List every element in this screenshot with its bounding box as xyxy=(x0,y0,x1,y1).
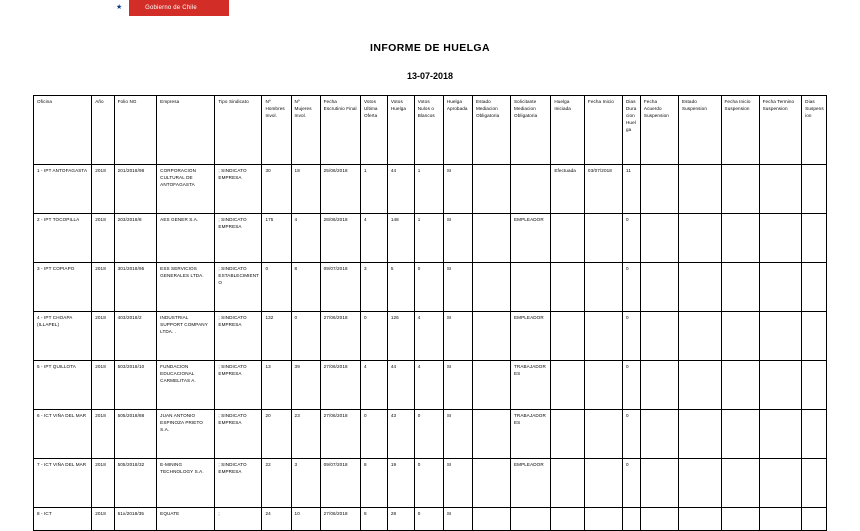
star-glyph: ★ xyxy=(116,4,123,11)
cell-votos-huelga: 148 xyxy=(387,214,414,263)
column-header-votos-nulos-blancos: Votos Nulos o Blancos xyxy=(414,96,443,165)
cell-folio: 403/2018/2 xyxy=(114,312,157,361)
cell-oficina: 6 - ICT VIÑA DEL MAR xyxy=(34,410,92,459)
cell-fecha-inicio xyxy=(584,263,622,312)
cell-fecha-termino-suspension xyxy=(759,263,802,312)
cell-mujeres: 10 xyxy=(291,508,320,531)
cell-folio: 51x/2018/35 xyxy=(114,508,157,531)
cell-dias-duracion: 0 xyxy=(623,410,641,459)
column-header-fecha-inicio: Fecha Inicio xyxy=(584,96,622,165)
cell-huelga-iniciada: Efectuada xyxy=(551,165,585,214)
cell-fecha-acuerdo-suspension xyxy=(640,508,678,531)
cell-fecha-escrutinio: 28/06/2018 xyxy=(320,214,360,263)
cell-votos-huelga: 44 xyxy=(387,165,414,214)
column-header-folio-ng: Folio NG xyxy=(114,96,157,165)
cell-estado-mediacion xyxy=(472,459,510,508)
column-header-dias-duracion-huelga: Dias Duracion Huelga xyxy=(623,96,641,165)
column-header-huelga-iniciada: Huelga Iniciada xyxy=(551,96,585,165)
page-title: INFORME DE HUELGA xyxy=(370,42,490,54)
cell-fecha-termino-suspension xyxy=(759,410,802,459)
cell-votos-ultima-oferta: 8 xyxy=(360,508,387,531)
cell-oficina: 1 - IPT ANTOFAGASTA xyxy=(34,165,92,214)
cell-empresa: E-MINING TECHNOLOGY S.A. xyxy=(157,459,215,508)
cell-fecha-termino-suspension xyxy=(759,165,802,214)
cell-folio: 203/2018/8 xyxy=(114,214,157,263)
column-header-fecha-termino-suspension: Fecha Termino Suspension xyxy=(759,96,802,165)
table-row xyxy=(34,459,827,508)
column-header-estado-suspension: Estado Suspension xyxy=(678,96,721,165)
cell-votos-huelga: 28 xyxy=(387,508,414,531)
cell-folio: 301/2018/95 xyxy=(114,263,157,312)
cell-huelga-iniciada xyxy=(551,214,585,263)
cell-fecha-inicio-suspension xyxy=(721,214,759,263)
chile-flag-icon xyxy=(113,0,129,16)
cell-votos-ultima-oferta: 0 xyxy=(360,410,387,459)
cell-huelga-iniciada xyxy=(551,361,585,410)
cell-empresa: JUAN ANTONIO ESPINOZA PRIETO S.A. xyxy=(157,410,215,459)
table-header-row xyxy=(34,96,827,165)
cell-anio: 2018 xyxy=(92,214,114,263)
cell-dias-suspension xyxy=(802,361,827,410)
table-body xyxy=(34,165,827,531)
cell-oficina: 5 - IPT QUILLOTA xyxy=(34,361,92,410)
government-logo-bar xyxy=(113,0,229,16)
cell-fecha-escrutinio: 27/06/2018 xyxy=(320,312,360,361)
cell-estado-mediacion xyxy=(472,165,510,214)
cell-votos-huelga: 43 xyxy=(387,410,414,459)
cell-votos-nulos: 0 xyxy=(414,508,443,531)
cell-fecha-inicio-suspension xyxy=(721,361,759,410)
column-header-dias-suspension: Dias Suspension xyxy=(802,96,827,165)
cell-huelga-aprobada: SI xyxy=(443,165,472,214)
cell-votos-ultima-oferta: 0 xyxy=(360,312,387,361)
table-row xyxy=(34,361,827,410)
cell-anio: 2018 xyxy=(92,165,114,214)
cell-tipo-sindicato: ; xyxy=(215,508,262,531)
cell-votos-nulos: 1 xyxy=(414,214,443,263)
column-header-empresa: Empresa xyxy=(157,96,215,165)
cell-votos-huelga: 44 xyxy=(387,361,414,410)
cell-hombres: 13 xyxy=(262,361,291,410)
cell-oficina: 7 - ICT VIÑA DEL MAR xyxy=(34,459,92,508)
cell-tipo-sindicato: ; SINDICATO EMPRESA xyxy=(215,165,262,214)
cell-fecha-inicio-suspension xyxy=(721,312,759,361)
cell-anio: 2018 xyxy=(92,263,114,312)
cell-fecha-escrutinio: 09/07/2018 xyxy=(320,263,360,312)
cell-estado-suspension xyxy=(678,312,721,361)
column-header-fecha-escrutinio-final: Fecha Escrutinio Final xyxy=(320,96,360,165)
column-header-estado-mediacion-obligatoria: Estado Mediacion Obligatoria xyxy=(472,96,510,165)
cell-estado-mediacion xyxy=(472,361,510,410)
cell-tipo-sindicato: ; SINDICATO EMPRESA xyxy=(215,312,262,361)
cell-huelga-aprobada: SI xyxy=(443,263,472,312)
column-header-huelga-aprobada: Huelga Aprobada xyxy=(443,96,472,165)
table-row xyxy=(34,214,827,263)
cell-dias-suspension xyxy=(802,312,827,361)
cell-fecha-termino-suspension xyxy=(759,312,802,361)
table-row xyxy=(34,508,827,531)
cell-fecha-inicio xyxy=(584,312,622,361)
cell-dias-duracion: 0 xyxy=(623,361,641,410)
cell-votos-huelga: 19 xyxy=(387,459,414,508)
cell-estado-suspension xyxy=(678,361,721,410)
cell-estado-suspension xyxy=(678,263,721,312)
cell-fecha-acuerdo-suspension xyxy=(640,214,678,263)
cell-estado-mediacion xyxy=(472,214,510,263)
cell-mujeres: 8 xyxy=(291,263,320,312)
cell-fecha-inicio-suspension xyxy=(721,410,759,459)
cell-solicitante-mediacion: EMPLEADOR xyxy=(511,459,551,508)
cell-hombres: 22 xyxy=(262,459,291,508)
cell-solicitante-mediacion xyxy=(511,508,551,531)
cell-anio: 2018 xyxy=(92,410,114,459)
cell-dias-duracion xyxy=(623,508,641,531)
cell-huelga-aprobada: SI xyxy=(443,312,472,361)
cell-estado-suspension xyxy=(678,165,721,214)
cell-fecha-escrutinio: 27/06/2018 xyxy=(320,410,360,459)
cell-empresa: INDUSTRIAL SUPPORT COMPANY LTDA. . xyxy=(157,312,215,361)
cell-fecha-acuerdo-suspension xyxy=(640,459,678,508)
cell-estado-mediacion xyxy=(472,312,510,361)
cell-dias-suspension xyxy=(802,214,827,263)
cell-huelga-aprobada: SI xyxy=(443,361,472,410)
cell-mujeres: 39 xyxy=(291,361,320,410)
cell-estado-suspension xyxy=(678,459,721,508)
cell-oficina: 8 - ICT xyxy=(34,508,92,531)
cell-solicitante-mediacion: TRABAJADORES xyxy=(511,361,551,410)
cell-folio: 201/2018/98 xyxy=(114,165,157,214)
column-header-mujeres-involucradas: Nº Mujeres Invol. xyxy=(291,96,320,165)
cell-empresa: EQUATE xyxy=(157,508,215,531)
cell-tipo-sindicato: ; SINDICATO ESTABLECIMIENTO xyxy=(215,263,262,312)
cell-fecha-termino-suspension xyxy=(759,508,802,531)
cell-folio: 505/2018/32 xyxy=(114,459,157,508)
cell-votos-huelga: 5 xyxy=(387,263,414,312)
cell-solicitante-mediacion: EMPLEADOR xyxy=(511,214,551,263)
cell-fecha-acuerdo-suspension xyxy=(640,165,678,214)
cell-solicitante-mediacion: TRABAJADORES xyxy=(511,410,551,459)
cell-huelga-iniciada xyxy=(551,263,585,312)
cell-votos-ultima-oferta: 8 xyxy=(360,459,387,508)
cell-votos-nulos: 0 xyxy=(414,410,443,459)
cell-empresa: AES GENER S.A. xyxy=(157,214,215,263)
cell-votos-ultima-oferta: 4 xyxy=(360,361,387,410)
cell-empresa: CORPORACION CULTURAL DE ANTOFAGASTA xyxy=(157,165,215,214)
cell-dias-duracion: 0 xyxy=(623,459,641,508)
cell-fecha-inicio xyxy=(584,508,622,531)
column-header-oficina: Oficina xyxy=(34,96,92,165)
cell-hombres: 175 xyxy=(262,214,291,263)
cell-dias-suspension xyxy=(802,410,827,459)
cell-votos-huelga: 126 xyxy=(387,312,414,361)
cell-hombres: 24 xyxy=(262,508,291,531)
cell-fecha-inicio-suspension xyxy=(721,165,759,214)
cell-anio: 2018 xyxy=(92,361,114,410)
cell-fecha-acuerdo-suspension xyxy=(640,361,678,410)
cell-hombres: 0 xyxy=(262,263,291,312)
cell-votos-ultima-oferta: 3 xyxy=(360,263,387,312)
cell-fecha-termino-suspension xyxy=(759,361,802,410)
cell-fecha-acuerdo-suspension xyxy=(640,263,678,312)
cell-fecha-inicio xyxy=(584,410,622,459)
column-header-votos-ultima-oferta: Votos Ultima Oferta xyxy=(360,96,387,165)
cell-fecha-escrutinio: 09/07/2018 xyxy=(320,459,360,508)
cell-fecha-acuerdo-suspension xyxy=(640,410,678,459)
cell-estado-mediacion xyxy=(472,508,510,531)
cell-empresa: ESS SERVICIOS GENERALES LTDA. xyxy=(157,263,215,312)
cell-tipo-sindicato: ; SINDICATO EMPRESA xyxy=(215,459,262,508)
cell-votos-nulos: 0 xyxy=(414,459,443,508)
cell-fecha-termino-suspension xyxy=(759,214,802,263)
cell-huelga-iniciada xyxy=(551,312,585,361)
cell-huelga-aprobada: SI xyxy=(443,459,472,508)
cell-mujeres: 0 xyxy=(291,312,320,361)
cell-fecha-inicio xyxy=(584,459,622,508)
cell-fecha-escrutinio: 27/06/2018 xyxy=(320,508,360,531)
cell-mujeres: 18 xyxy=(291,165,320,214)
cell-estado-suspension xyxy=(678,214,721,263)
cell-huelga-aprobada: SI xyxy=(443,410,472,459)
cell-tipo-sindicato: ; SINDICATO EMPRESA xyxy=(215,361,262,410)
cell-votos-ultima-oferta: 1 xyxy=(360,165,387,214)
cell-oficina: 2 - IPT TOCOPILLA xyxy=(34,214,92,263)
table-row xyxy=(34,410,827,459)
report-date: 13-07-2018 xyxy=(406,71,454,81)
cell-oficina: 3 - IPT COPIAPO xyxy=(34,263,92,312)
cell-fecha-termino-suspension xyxy=(759,459,802,508)
cell-oficina: 4 - IPT CHOAPA (ILLAPEL) xyxy=(34,312,92,361)
cell-anio: 2018 xyxy=(92,459,114,508)
cell-dias-duracion: 0 xyxy=(623,263,641,312)
cell-fecha-inicio xyxy=(584,214,622,263)
cell-hombres: 132 xyxy=(262,312,291,361)
cell-empresa: FUNDACION EDUCACIONAL CARMELITAS A. xyxy=(157,361,215,410)
cell-solicitante-mediacion: EMPLEADOR xyxy=(511,312,551,361)
cell-dias-suspension xyxy=(802,459,827,508)
cell-dias-suspension xyxy=(802,263,827,312)
cell-dias-suspension xyxy=(802,165,827,214)
cell-fecha-inicio-suspension xyxy=(721,263,759,312)
cell-huelga-iniciada xyxy=(551,410,585,459)
cell-huelga-aprobada: SI xyxy=(443,508,472,531)
column-header-fecha-inicio-suspension: Fecha Inicio Suspension xyxy=(721,96,759,165)
cell-solicitante-mediacion xyxy=(511,263,551,312)
column-header-fecha-acuerdo-suspension: Fecha Acuerdo Suspension xyxy=(640,96,678,165)
cell-mujeres: 4 xyxy=(291,214,320,263)
cell-huelga-iniciada xyxy=(551,508,585,531)
cell-dias-suspension xyxy=(802,508,827,531)
column-header-solicitante-mediacion-obligatoria: Solicitante Mediacion Obligatoria xyxy=(511,96,551,165)
cell-hombres: 20 xyxy=(262,410,291,459)
cell-fecha-escrutinio: 27/06/2018 xyxy=(320,361,360,410)
cell-fecha-inicio xyxy=(584,361,622,410)
table-row xyxy=(34,312,827,361)
government-logo-label: Gobierno de Chile xyxy=(145,5,197,11)
table-row xyxy=(34,263,827,312)
huelga-report-table xyxy=(33,95,827,531)
cell-fecha-inicio-suspension xyxy=(721,459,759,508)
report-table-container xyxy=(33,95,827,531)
cell-estado-suspension xyxy=(678,410,721,459)
cell-fecha-escrutinio: 25/06/2018 xyxy=(320,165,360,214)
cell-tipo-sindicato: ; SINDICATO EMPRESA xyxy=(215,214,262,263)
cell-huelga-iniciada xyxy=(551,459,585,508)
cell-dias-duracion: 0 xyxy=(623,214,641,263)
cell-solicitante-mediacion xyxy=(511,165,551,214)
cell-votos-nulos: 0 xyxy=(414,263,443,312)
column-header-anio: Año xyxy=(92,96,114,165)
cell-anio: 2018 xyxy=(92,508,114,531)
cell-dias-duracion: 0 xyxy=(623,312,641,361)
cell-fecha-inicio: 03/07/2018 xyxy=(584,165,622,214)
cell-votos-nulos: 4 xyxy=(414,361,443,410)
column-header-tipo-sindicato: Tipo Sindicato xyxy=(215,96,262,165)
cell-dias-duracion: 11 xyxy=(623,165,641,214)
cell-anio: 2018 xyxy=(92,312,114,361)
cell-tipo-sindicato: ; SINDICATO EMPRESA xyxy=(215,410,262,459)
cell-votos-nulos: 1 xyxy=(414,165,443,214)
cell-hombres: 30 xyxy=(262,165,291,214)
cell-votos-nulos: 4 xyxy=(414,312,443,361)
cell-estado-suspension xyxy=(678,508,721,531)
cell-votos-ultima-oferta: 4 xyxy=(360,214,387,263)
column-header-hombres-involucrados: Nº Hombres Invol. xyxy=(262,96,291,165)
table-row xyxy=(34,165,827,214)
cell-folio: 505/2018/88 xyxy=(114,410,157,459)
cell-estado-mediacion xyxy=(472,410,510,459)
cell-fecha-acuerdo-suspension xyxy=(640,312,678,361)
cell-huelga-aprobada: SI xyxy=(443,214,472,263)
cell-fecha-inicio-suspension xyxy=(721,508,759,531)
cell-mujeres: 3 xyxy=(291,459,320,508)
cell-mujeres: 23 xyxy=(291,410,320,459)
cell-folio: 503/2018/10 xyxy=(114,361,157,410)
column-header-votos-huelga: Votos Huelga xyxy=(387,96,414,165)
cell-estado-mediacion xyxy=(472,263,510,312)
